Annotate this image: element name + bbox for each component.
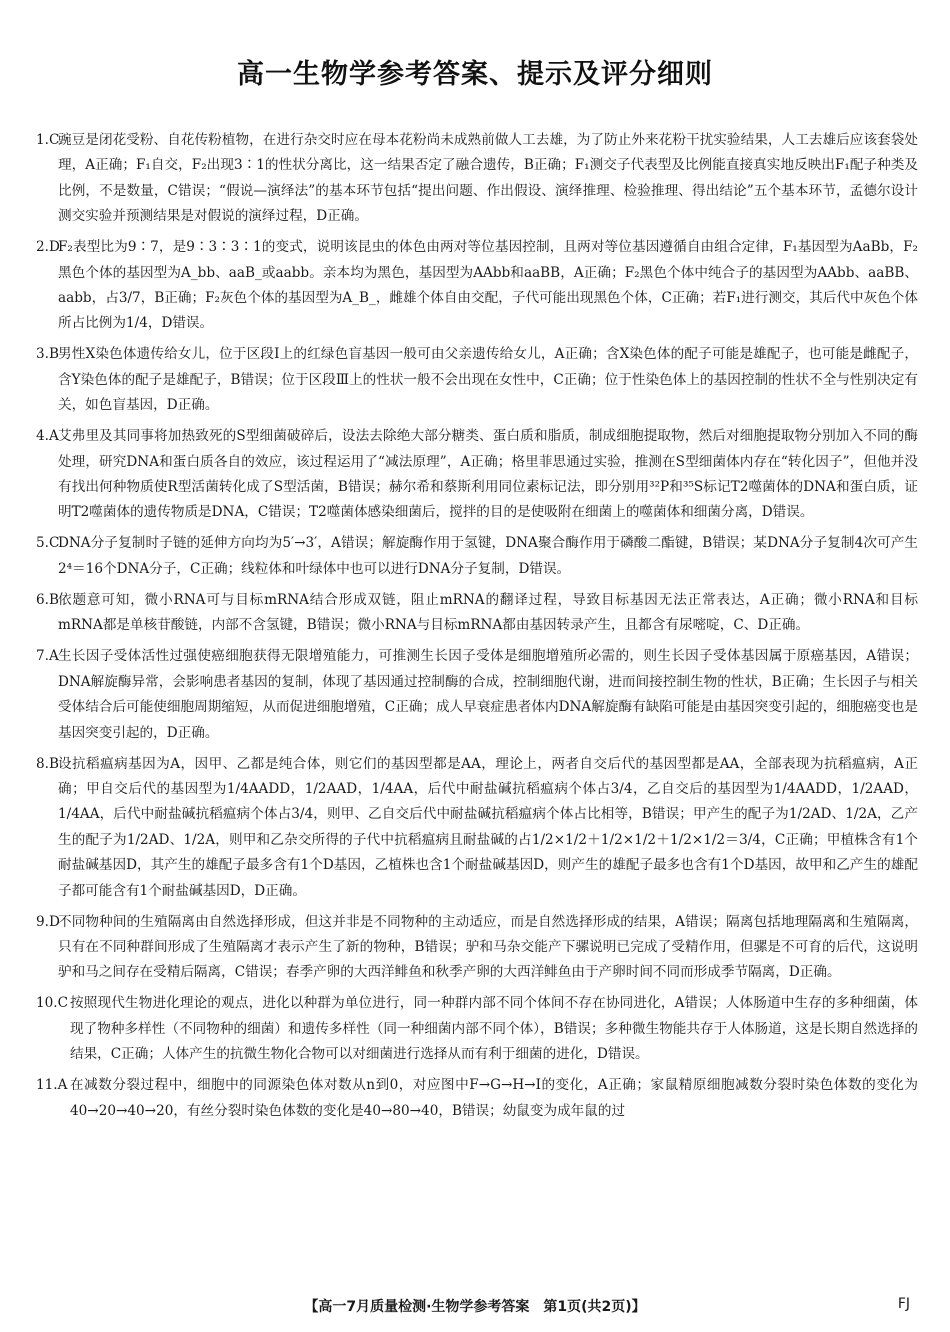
answer-number: 8.B — [36, 755, 59, 772]
answer-number: 11.A — [36, 1077, 68, 1094]
answer-number: 5.C — [36, 535, 60, 552]
answer-item-6 — [36, 588, 918, 639]
footer-region-tag: FJ — [897, 1296, 910, 1312]
answer-item-8 — [36, 752, 918, 904]
answer-text: 艾弗里及其同事将加热致死的S型细菌破碎后，设法去除绝大部分糖类、蛋白质和脂质，制成细胞提取物，然后对细胞提取物分别加入不同的酶处理，研究DNA和蛋白质各自的效应，该过程运用了“减法原理”，A正确；格里菲思通过实验，推测在S型细菌体内存在“转化因子”，但他并没有找出何种物质使R型活菌转化成了S型活菌，B错误；赫尔希和蔡斯利用同位素标记法，即分别用³²P和³⁵S标记T2噬菌体的DNA和蛋白质，证明T2噬菌体的遗传物质是DNA，C错误；T2噬菌体感染细菌后，搅拌的目的是使吸附在细菌上的噬菌体和细菌分离，D错误。 — [58, 428, 918, 521]
answer-text: DNA分子复制时子链的延伸方向均为5′→3′，A错误；解旋酶作用于氢键，DNA聚合酶作用于磷酸二酯键，B错误；某DNA分子复制4次可产生2⁴＝16个DNA分子，C正确；线粒体和叶绿体中也可以进行DNA分子复制，D错误。 — [58, 535, 918, 577]
answer-text: 依题意可知，微小RNA可与目标mRNA结合形成双链，阻止mRNA的翻译过程，导致目标基因无法正常表达，A正确；微小RNA和目标mRNA都是单核苷酸链，内部不含氢键，B错误；微小RNA与目标mRNA都由基因转录产生，且都含有尿嘧啶，C、D正确。 — [58, 591, 918, 634]
answer-number: 2.D — [36, 239, 60, 256]
answer-number: 7.A — [36, 648, 59, 665]
answer-text: 设抗稻瘟病基因为A，因甲、乙都是纯合体，则它们的基因型都是AA，理论上，两者自交后代的基因型都是AA，全部表现为抗稻瘟病，A正确；甲自交后代的基因型为1/4AADD，1/2AAD，1/4AA，后代中耐盐碱抗稻瘟病个体占3/4，乙自交后的基因型为1/4AADD，1/2AAD，1/4AA，后代中耐盐碱抗稻瘟病个体占3/4，则甲、乙自交后代中耐盐碱抗稻瘟病个体占比相等，B错误；甲产生的配子为1/2AD、1/2A，乙产生的配子为1/2AD、1/2A，则甲和乙杂交所得的子代中抗稻瘟病且耐盐碱的占1/2×1/2＋1/2×1/2＋1/2×1/2＝3/4，C正确；甲植株含有1个耐盐碱基因D，其产生的雄配子最多含有1个D基因，乙植株也含1个耐盐碱基因D，则产生的雄配子最多也含有1个D基因，故甲和乙产生的雄配子都可能含有1个耐盐碱基因D，D正确。 — [58, 755, 918, 899]
answer-item-3 — [36, 342, 918, 418]
answer-item-2 — [36, 235, 918, 337]
answer-number: 9.D — [36, 913, 60, 930]
answer-text: 生长因子受体活性过强使癌细胞获得无限增殖能力，可推测生长因子受体是细胞增殖所必需的，则生长因子受体基因属于原癌基因，A错误；DNA解旋酶异常，会影响患者基因的复制，体现了基因通过控制酶的合成，控制细胞代谢，进而间接控制生物的性状，B正确；生长因子与相关受体结合后可能使细胞周期缩短，从而促进细胞增殖，C正确；成人早衰症患者体内DNA解旋酶有缺陷可能是由基因突变引起的，细胞癌变也是基因突变引起的，D正确。 — [58, 648, 918, 741]
answer-item-10 — [36, 991, 918, 1067]
answer-item-1 — [36, 128, 918, 230]
answer-number: 1.C — [36, 132, 60, 148]
answer-item-4 — [36, 424, 918, 526]
page-footer: 【高一7月质量检测·生物学参考答案 第1页(共2页)】 — [304, 1299, 646, 1315]
page-title: 高一生物学参考答案、提示及评分细则 — [237, 59, 713, 90]
answer-item-7 — [36, 644, 918, 746]
answer-text: 在减数分裂过程中，细胞中的同源染色体对数从n到0，对应图中F→G→H→I的变化，A正确；家鼠精原细胞减数分裂时染色体数的变化为40→20→40→20，有丝分裂时染色体数的变化是40→80→40，B错误；幼鼠变为成年鼠的过 — [70, 1077, 918, 1119]
answer-text: 按照现代生物进化理论的观点，进化以种群为单位进行，同一种群内部不同个体间不存在协同进化，A错误；人体肠道中生存的多种细菌，体现了物种多样性（不同物种的细菌）和遗传多样性（同一种细菌内部不同个体），B错误；多种微生物能共存于人体肠道，这是长期自然选择的结果，C正确；人体产生的抗微生物化合物可以对细菌进行选择从而有利于细菌的进化，D错误。 — [70, 995, 918, 1063]
answer-text: 不同物种间的生殖隔离由自然选择形成，但这并非是不同物种的主动适应，而是自然选择形成的结果，A错误；隔离包括地理隔离和生殖隔离，只有在不同种群间形成了生殖隔离才表示产生了新的物种，B错误；驴和马杂交能产下骡说明已完成了受精作用，但骡是不可育的后代，这说明驴和马之间存在受精后隔离，C错误；春季产卵的大西洋鲱鱼和秋季产卵的大西洋鲱鱼由于产卵时间不同而形成季节隔离，D正确。 — [58, 913, 918, 981]
answer-text: F₂表型比为9∶7，是9∶3∶3∶1的变式，说明该昆虫的体色由两对等位基因控制，且两对等位基因遵循自由组合定律，F₁基因型为AaBb，F₂黑色个体的基因型为A_bb、aaB_或aabb。亲本均为黑色，基因型为AAbb和aaBB，A正确；F₂黑色个体中纯合子的基因型为AAbb、aaBB、aabb，占3/7，B正确；F₂灰色个体的基因型为A_B_，雌雄个体自由交配，子代可能出现黑色个体，C正确；若F₁进行测交，其后代中灰色个体所占比例为1/4，D错误。 — [58, 239, 918, 332]
answer-text: 豌豆是闭花受粉、自花传粉植物，在进行杂交时应在母本花粉尚未成熟前做人工去雄，为了防止外来花粉干扰实验结果，人工去雄后应该套袋处理，A正确；F₁自交，F₂出现3∶1的性状分离比，这一结果否定了融合遗传，B正确；F₁测交子代表型及比例能直接真实地反映出F₁配子种类及比例，不是数量，C错误；“假说—演绎法”的基本环节包括“提出问题、作出假设、演绎推理、检验推理、得出结论”五个基本环节，孟德尔设计测交实验并预测结果是对假说的演绎过程，D正确。 — [58, 132, 918, 225]
answer-text: 男性X染色体遗传给女儿，位于区段Ⅰ上的红绿色盲基因一般可由父亲遗传给女儿，A正确；含X染色体的配子可能是雄配子，也可能是雌配子，含Y染色体的配子是雄配子，B错误；位于区段Ⅲ上的性状一般不会出现在女性中，C正确；位于性染色体上的基因控制的性状不全与性别决定有关，如色盲基因，D正确。 — [58, 346, 918, 414]
answer-number: 6.B — [36, 591, 59, 608]
answer-item-9 — [36, 910, 918, 986]
answer-item-11 — [36, 1073, 918, 1124]
answer-number: 10.C — [36, 995, 69, 1012]
answer-number: 3.B — [36, 346, 59, 363]
answer-item-5 — [36, 531, 918, 582]
answer-number: 4.A — [36, 428, 59, 445]
answer-list — [36, 128, 918, 1130]
